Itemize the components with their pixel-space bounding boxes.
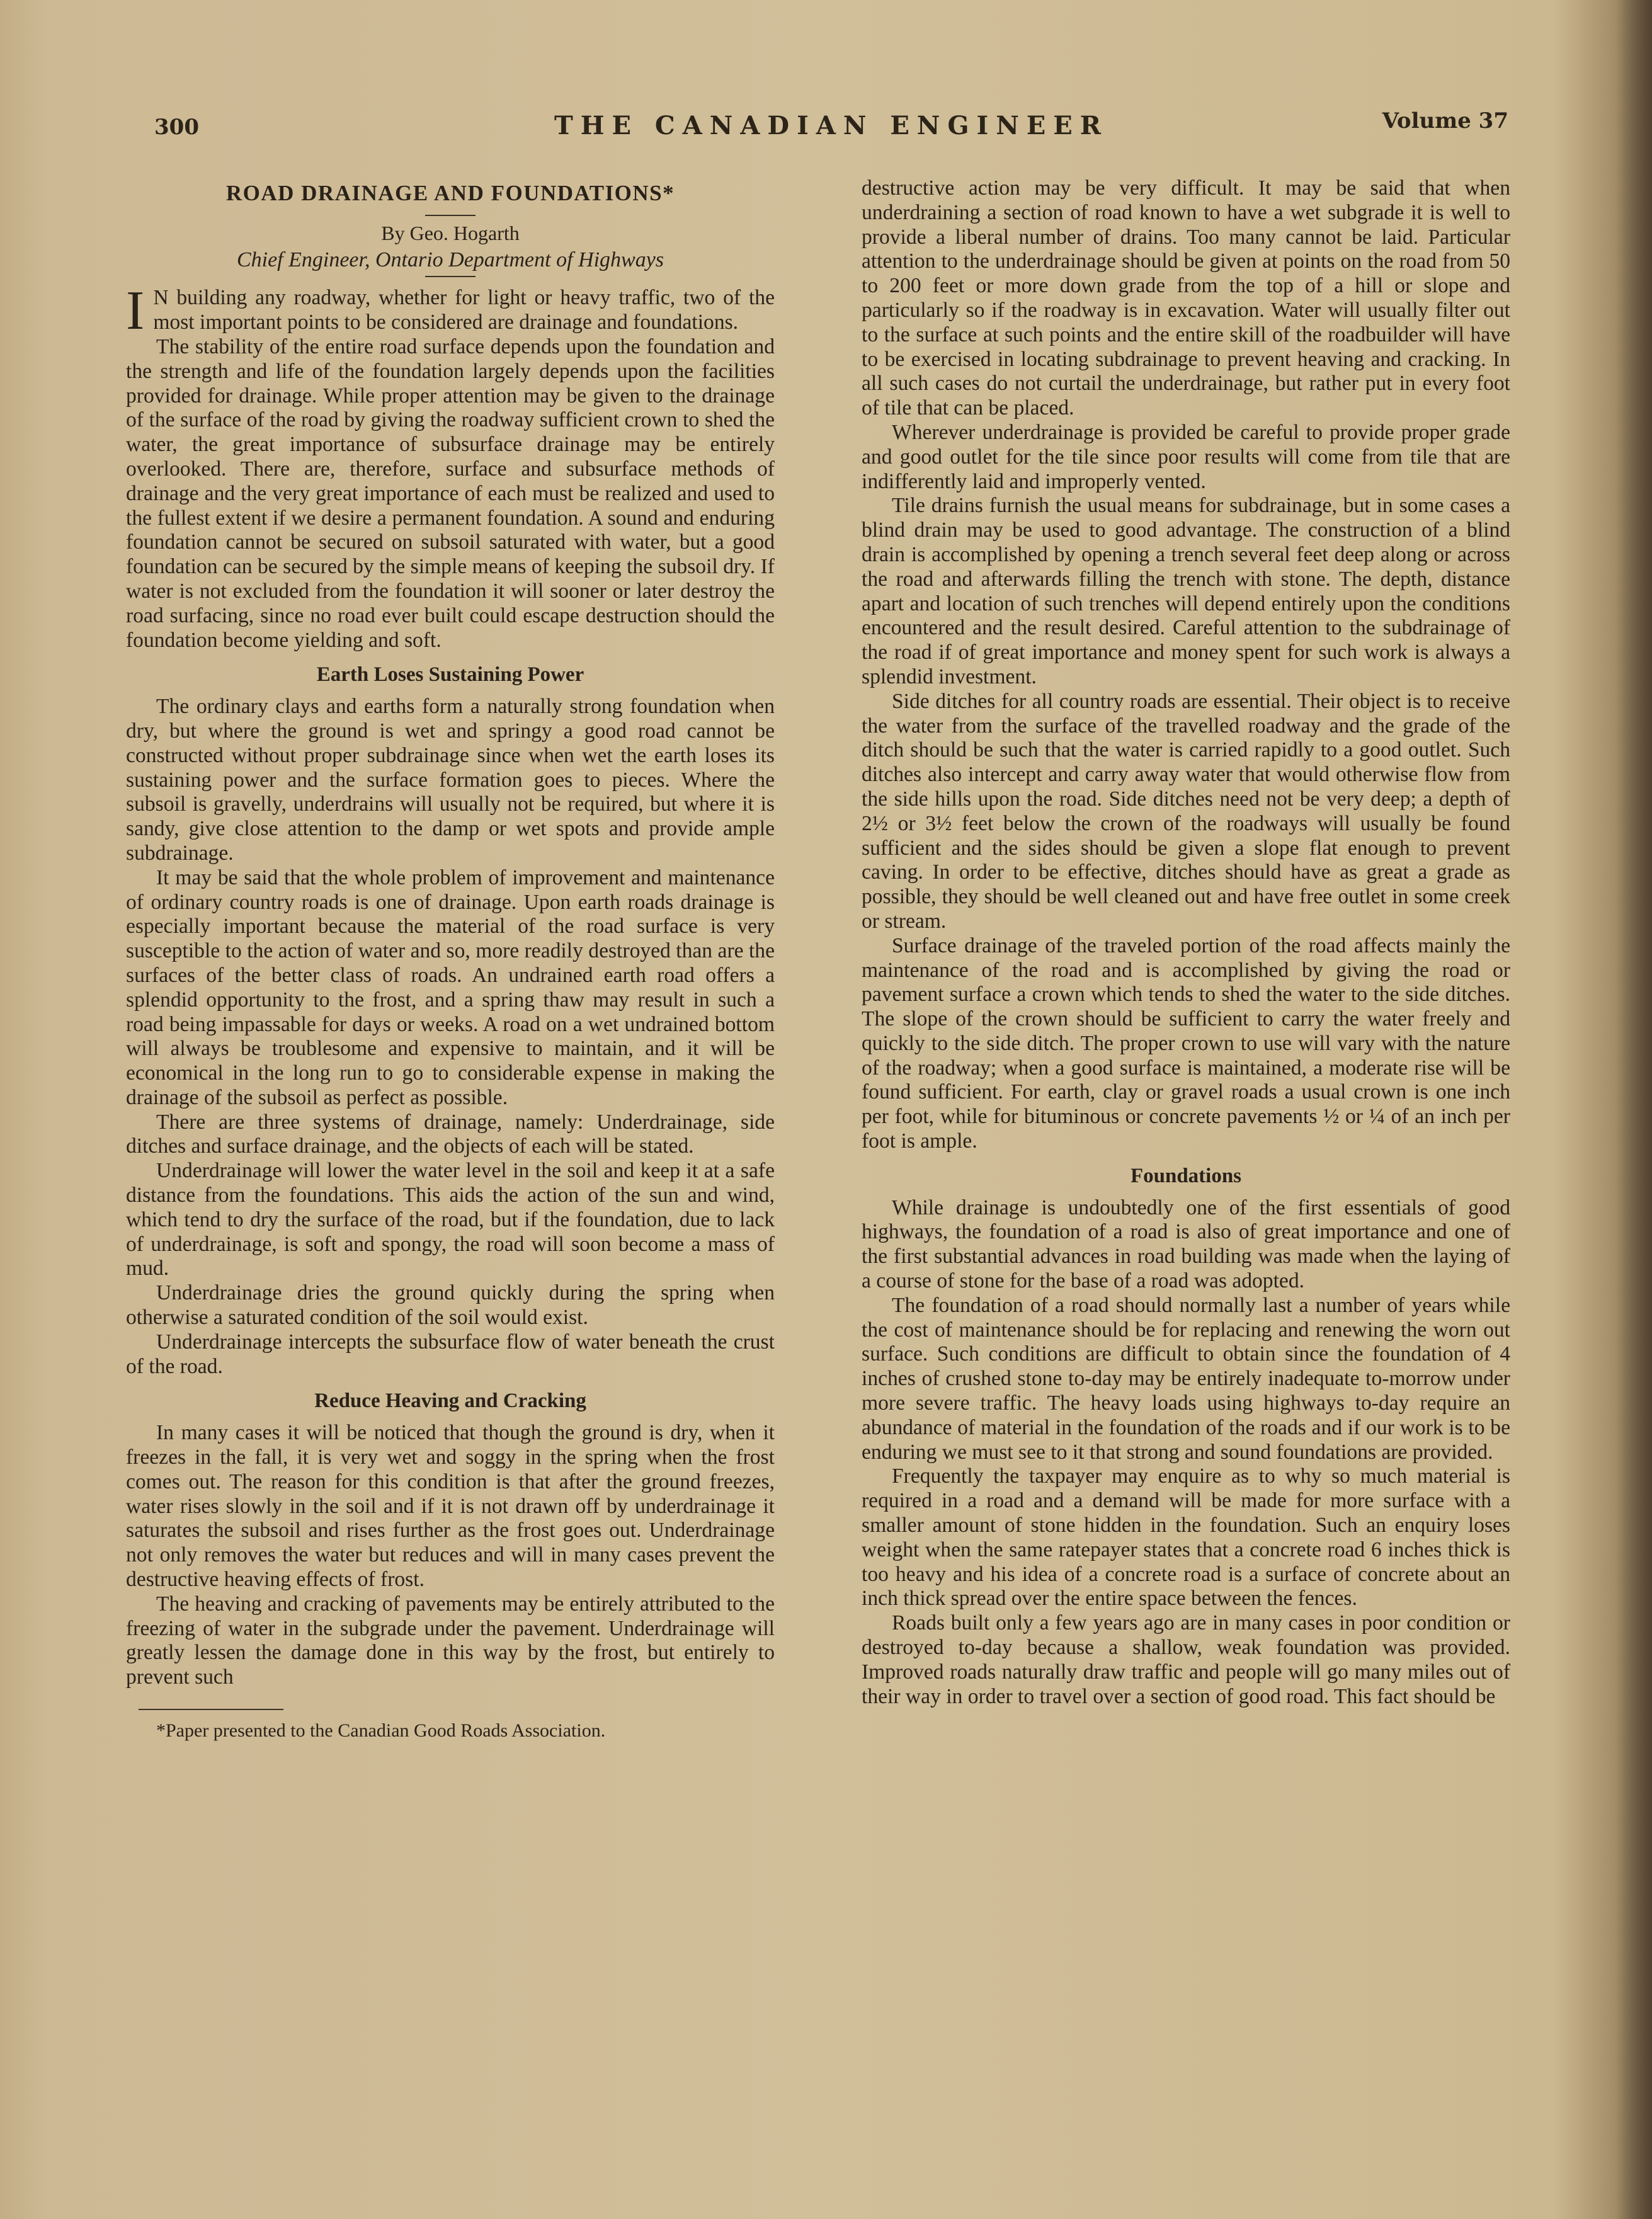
paragraph: In many cases it will be noticed that though the ground is dry, when it freezes in the fall, it is very wet and soggy in the spring when the frost comes out. The reason for this condition is that after the ground freezes, water rises slowly in the soil and if it is not drawn off by underdrainage it saturates the subsoil and rises further as the frost goes out. Underdrainage not only removes the water but reduces and will in many cases prevent the destructive heaving effects of frost. (126, 1421, 775, 1592)
intro-text: N building any roadway, whether for light or heavy traffic, two of the most important points to be considered are drainage and foundations. (153, 286, 775, 334)
running-head (154, 106, 1508, 144)
paragraph: Tile drains furnish the usual means for subdrainage, but in some cases a blind drain may be used to good advantage. The construction of a blind drain is accomplished by opening a trench several feet deep along or across the road and afterwards filling the trench with stone. The depth, distance apart and location of such trenches will depend entirely upon the conditions encountered and the result desired. Careful attention to the subdrainage of the road if of great importance and money spent for such work is always a splendid investment. (862, 494, 1510, 688)
paragraph: Wherever underdrainage is provided be careful to provide proper grade and good outlet for the tile since poor results will come from tile that are indifferently laid and improperly vented. (862, 420, 1510, 493)
page-number: 300 (154, 115, 199, 140)
intro-paragraph (126, 280, 775, 342)
paragraph: The foundation of a road should normally last a number of years while the cost of maintenance should be for replacing and renewing the worn out surface. Such conditions are difficult to obtain since the foundation of 4 inches of crushed stone to-day may be entirely inadequate to-morrow under more severe traffic. The heavy loads using highways to-day require an abundance of material in the foundation of the roads and if our work is to be enduring we must see to it that strong and sound foundations are provided. (862, 1293, 1510, 1464)
drop-cap: I (126, 280, 145, 342)
article-title: ROAD DRAINAGE AND FOUNDATIONS* (225, 181, 675, 205)
left-column (126, 176, 775, 1742)
subhead-foundations: Foundations (1130, 1164, 1242, 1187)
paragraph: Underdrainage intercepts the subsurface flow of water beneath the crust of the road. (126, 1330, 775, 1378)
paragraph: Surface drainage of the traveled portion of the road affects mainly the maintenance of the road and is accomplished by giving the road or pavement surface a crown which tends to shed the water to the side ditches. The slope of the crown should be sufficient to carry the water freely and quickly to the side ditch. The proper crown to use will vary with the nature of the roadway; when a good surface is maintained, a moderate rise will be found sufficient. For earth, clay or gravel roads a usual crown is one inch per foot, while for bituminous or concrete pavements ½ or ¼ of an inch per foot is ample. (862, 933, 1510, 1153)
paragraph: It may be said that the whole problem of improvement and maintenance of ordinary country roads is one of drainage. Upon earth roads drainage is especially important because the material of the road surface is very susceptible to the action of water and so, more readily destroyed than are the surfaces of the better class of roads. An undrained earth road offers a splendid opportunity to the frost, and a spring thaw may result in such a road being impassable for days or weeks. A road on a wet undrained bottom will always be troublesome and expensive to maintain, and it will be economical in the long run to go to considerable expense in making the drainage of the subsoil as perfect as possible. (126, 865, 775, 1109)
footnote-rule (139, 1709, 283, 1710)
journal-title: THE CANADIAN ENGINEER (554, 111, 1109, 140)
paragraph: The stability of the entire road surface depends upon the foundation and the strength and life of the foundation largely depends upon the facilities provided for drainage. While proper attention may be given to the drainage of the surface of the road by giving the roadway sufficient crown to shed the water, the great importance of subsurface drainage may be entirely overlooked. There are, therefore, surface and subsurface methods of drainage and the very great importance of each must be realized and used to the fullest extent if we desire a permanent foundation. A sound and enduring foundation cannot be secured on subsoil saturated with water, but a good foundation can be secured by the simple means of keeping the subsoil dry. If water is not excluded from the foundation it will sooner or later destroy the road surfacing, since no road ever built could escape destruction should the foundation become yielding and soft. (126, 334, 775, 652)
paragraph: While drainage is undoubtedly one of the first essentials of good highways, the foundation of a road is also of great importance and one of the first substantial advances in road building was made when the laying of a course of stone for the base of a road was adopted. (862, 1195, 1510, 1293)
subhead-earth-loses-sustaining-power: Earth Loses Sustaining Power (316, 663, 584, 687)
paragraph: Underdrainage dries the ground quickly during the spring when otherwise a saturated condition of the soil would exist. (126, 1281, 775, 1330)
paragraph: Roads built only a few years ago are in many cases in poor condition or destroyed to-day because a shallow, weak foundation was provided. Improved roads naturally draw traffic and people will go many miles out of their way in order to travel over a section of good road. This fact should be (862, 1611, 1510, 1708)
paragraph: There are three systems of drainage, namely: Underdrainage, side ditches and surface drainage, and the objects of each will be stated. (126, 1110, 775, 1158)
paragraph: The ordinary clays and earths form a naturally strong foundation when dry, but where the ground is wet and springy a good road cannot be constructed without proper subdrainage since when wet the earth loses its sustaining power and the surface formation goes to pieces. Where the subsoil is gravelly, underdrains will usually not be required, but where it is sandy, give close attention to the damp or wet spots and provide ample subdrainage. (126, 695, 775, 865)
paragraph: The heaving and cracking of pavements may be entirely attributed to the freezing of water in the subgrade under the pavement. Underdrainage will greatly lessen the damage done in this way by the frost, but entirely to prevent such (126, 1592, 775, 1689)
title-rule (425, 215, 476, 216)
paragraph: Side ditches for all country roads are essential. Their object is to receive the water from the surface of the travelled roadway and the grade of the ditch should be such that the water is carried rapidly to a good outlet. Such ditches also intercept and carry away water that would otherwise flow from the side hills upon the road. Side ditches need not be very deep; a depth of 2½ or 3½ feet below the crown of the roadways will usually be found sufficient and the sides should be given a slope flat enough to prevent caving. In order to be effective, ditches should have as great a grade as possible, they should be well cleaned out and have free outlet in some creek or stream. (862, 689, 1510, 933)
right-column (862, 176, 1510, 1709)
continued-paragraph: destructive action may be very difficult. It may be said that when underdraining a section of road known to have a wet subgrade it is well to provide a liberal number of drains. Too many cannot be laid. Particular attention to the underdrainage should be given at points on the road from 50 to 200 feet or more down grade from the top of a hill or slope and particularly so if the roadway is in excavation. Water will usually filter out to the surface at such points and the entire skill of the roadbuilder will have to be exercised in locating subdrainage to prevent heaving and cracking. In all such cases do not curtail the underdrainage, but rather put in every foot of tile that can be placed. (862, 176, 1510, 420)
volume-label: Volume 37 (1382, 108, 1508, 134)
author-title: Chief Engineer, Ontario Department of Highways (236, 248, 664, 271)
byline: By Geo. Hogarth (381, 221, 520, 244)
footnote: *Paper presented to the Canadian Good Roads Association. (156, 1720, 606, 1742)
paragraph: Frequently the taxpayer may enquire as to why so much material is required in a road and a demand will be made for more surface with a smaller amount of stone hidden in the foundation. Such an enquiry loses weight when the same ratepayer states that a concrete road 6 inches thick is too heavy and his idea of a concrete road is a surface of concrete about an inch thick spread over the entire space between the fences. (862, 1464, 1510, 1611)
paragraph: Underdrainage will lower the water level in the soil and keep it at a safe distance from the foundations. This aids the action of the sun and wind, which tend to dry the surface of the road, but if the foundation, due to lack of underdrainage, is soft and spongy, the road will soon become a mass of mud. (126, 1159, 775, 1281)
byline-rule (425, 276, 476, 277)
subhead-reduce-heaving-and-cracking: Reduce Heaving and Cracking (314, 1389, 586, 1413)
